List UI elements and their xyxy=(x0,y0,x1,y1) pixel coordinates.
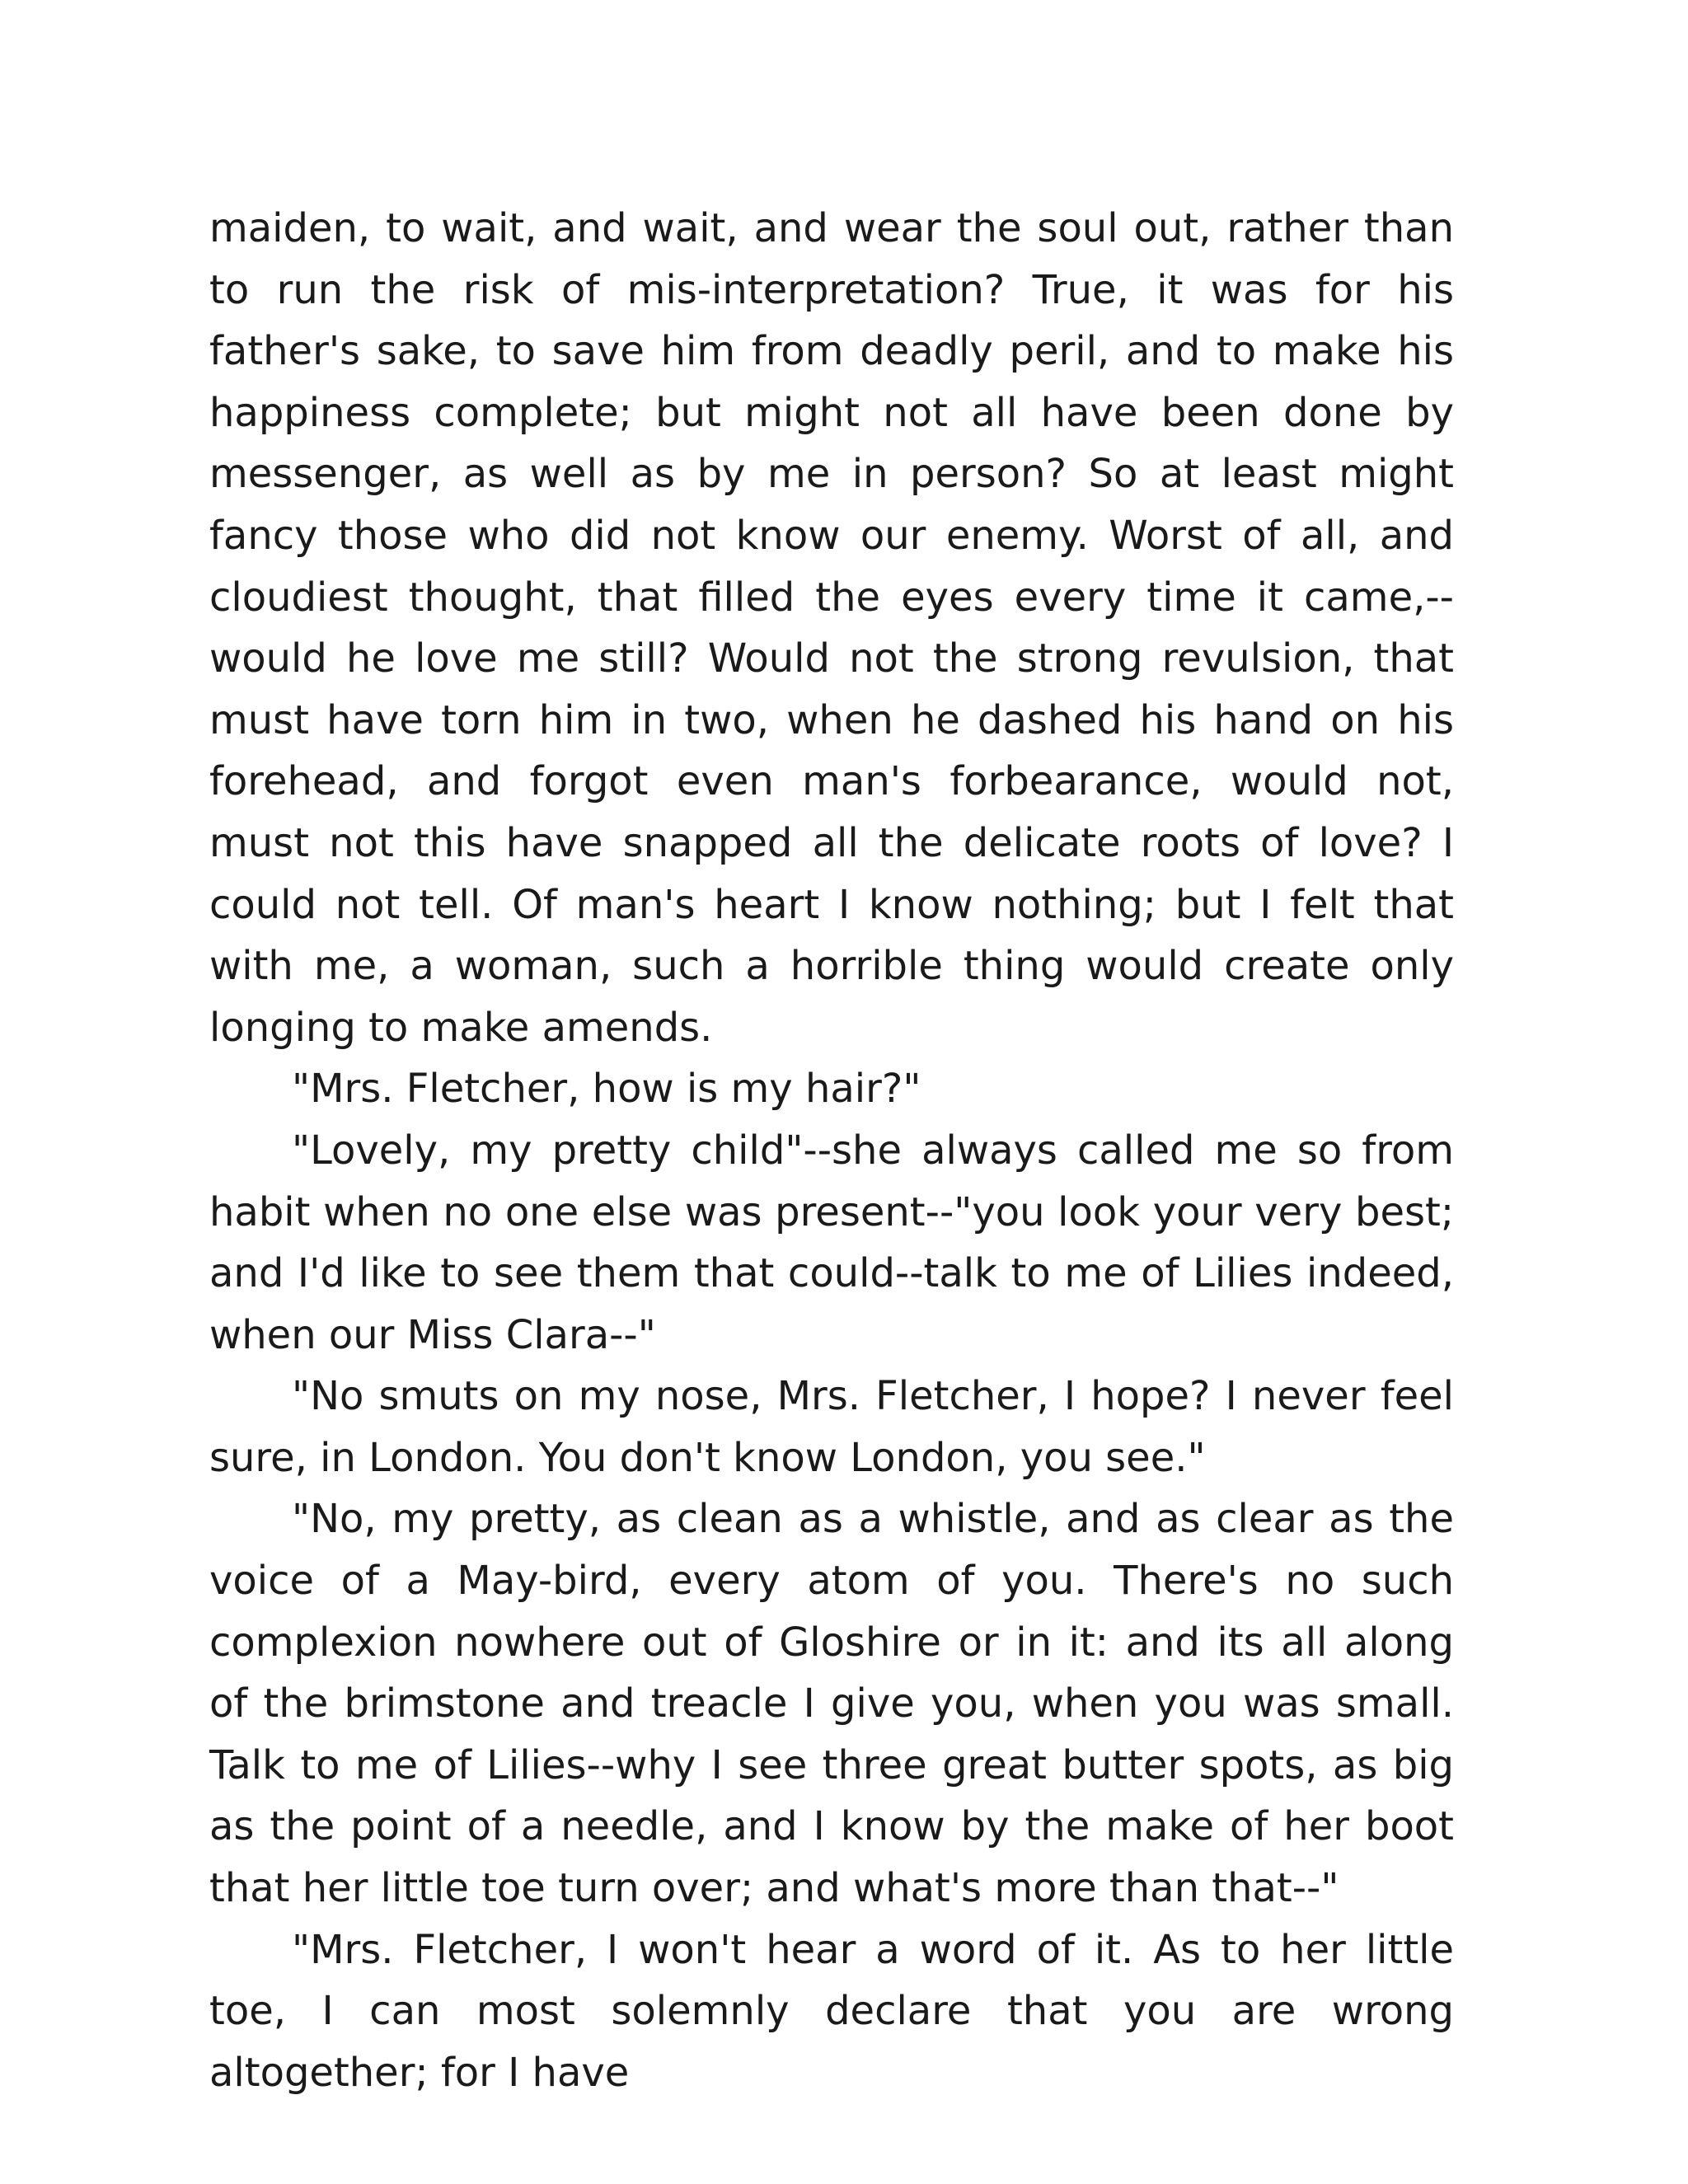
paragraph-6: "Mrs. Fletcher, I won't hear a word of it. As to her little toe, I can most solemnly declare that you are wrong altogether; for I have xyxy=(209,1926,1454,2096)
paragraph-3: "Lovely, my pretty child"--she always called me so from habit when no one else was present--"you look your very best; and I'd like to see them that could--talk to me of Lilies indeed, when our Miss Clara--" xyxy=(209,1127,1454,1358)
paragraph-5: "No, my pretty, as clean as a whistle, and as clear as the voice of a May-bird, every atom of you. There's no such complexion nowhere out of Gloshire or in it: and its all along of the brimstone and treacle I give you, when you was small. Talk to me of Lilies--why I see three great butter spots, as big as the point of a needle, and I know by the make of her boot that her little toe turn over; and what's more than that--" xyxy=(209,1496,1454,1912)
paragraph-4: "No smuts on my nose, Mrs. Fletcher, I hope? I never feel sure, in London. You don't know London, you see." xyxy=(209,1373,1454,1481)
paragraph-1: maiden, to wait, and wait, and wear the soul out, rather than to run the risk of mis-interpretation? True, it was for his father's sake, to save him from deadly peril, and to make his happiness complete; but might not all have been done by messenger, as well as by me in person? So at least might fancy those who did not know our enemy. Worst of all, and cloudiest thought, that filled the eyes every time it came,--would he love me still? Would not the strong revulsion, that must have torn him in two, when he dashed his hand on his forehead, and forgot even man's forbearance, would not, must not this have snapped all the delicate roots of love? I could not tell. Of man's heart I know nothing; but I felt that with me, a woman, such a horrible thing would create only longing to make amends. xyxy=(209,205,1454,1051)
page-body-text xyxy=(209,198,1454,2103)
paragraph-2: "Mrs. Fletcher, how is my hair?" xyxy=(292,1066,921,1113)
